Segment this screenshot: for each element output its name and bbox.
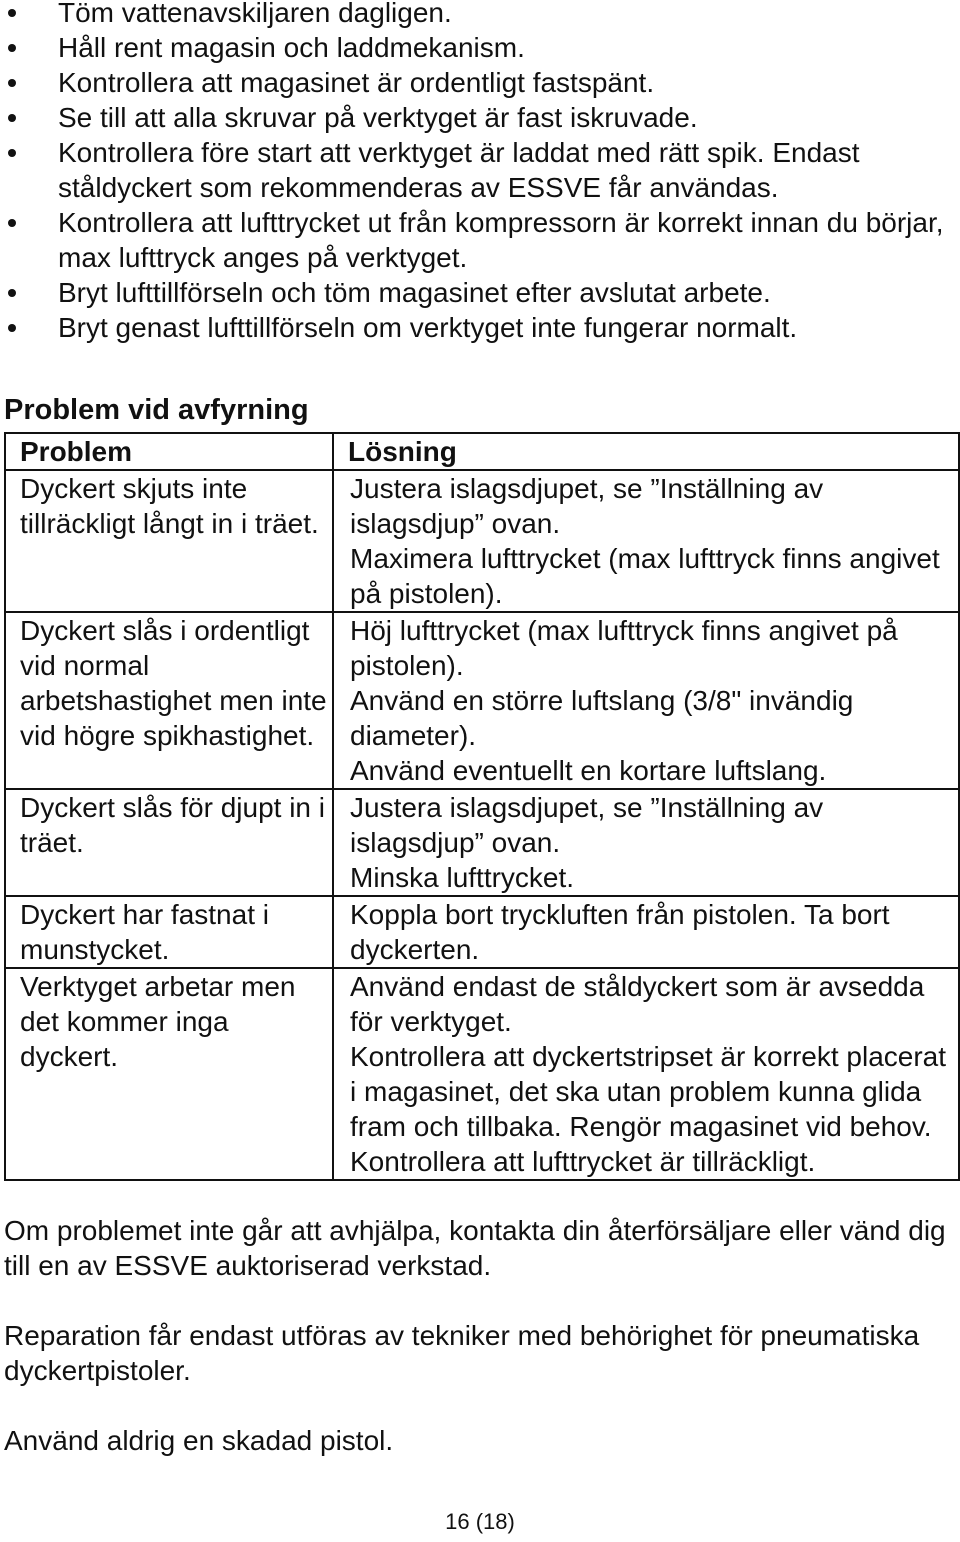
list-item: Se till att alla skruvar på verktyget är fast iskruvade.	[0, 100, 955, 135]
bullet-icon	[8, 79, 16, 87]
solution-line: Använd en större luftslang (3/8" invändig diameter).	[350, 685, 862, 751]
list-item: Kontrollera att lufttrycket ut från kompressorn är korrekt innan du börjar, max lufttryck anges på verktyget.	[0, 205, 955, 275]
solution-line: Justera islagsdjupet, se ”Inställning av islagsdjup” ovan.	[350, 473, 831, 539]
section-title: Problem vid avfyrning	[4, 394, 309, 426]
solution-line: Koppla bort tryckluften från pistolen. Ta bort dyckerten.	[350, 899, 898, 965]
repair-paragraph: Reparation får endast utföras av tekniker med behörighet för pneumatiska dyckertpistoler.	[4, 1320, 920, 1386]
list-item: Bryt lufttillförseln och töm magasinet efter avslutat arbete.	[0, 275, 955, 310]
solution-cell	[333, 612, 959, 789]
bullet-icon	[8, 9, 16, 17]
bullet-icon	[8, 44, 16, 52]
table-row	[5, 896, 959, 968]
header-problem: Problem	[5, 433, 333, 470]
list-item: Töm vattenavskiljaren dagligen.	[0, 0, 955, 30]
problem-cell: Dyckert slås för djupt in i träet.	[5, 789, 333, 896]
list-item: Bryt genast lufttillförseln om verktyget inte fungerar normalt.	[0, 310, 955, 345]
problem-cell: Dyckert har fastnat i munstycket.	[5, 896, 333, 968]
solution-line: Maximera lufttrycket (max lufttryck finns angivet på pistolen).	[350, 543, 948, 609]
contact-paragraph: Om problemet inte går att avhjälpa, kontakta din återförsäljare eller vänd dig till en av ESSVE auktoriserad verkstad.	[4, 1215, 946, 1281]
problem-cell: Dyckert slås i ordentligt vid normal arbetshastighet men inte vid högre spikhastighet.	[5, 612, 333, 789]
solution-line: Höj lufttrycket (max lufttryck finns angivet på pistolen).	[350, 615, 906, 681]
solution-cell	[333, 470, 959, 612]
bullet-icon	[8, 149, 16, 157]
table-row	[5, 470, 959, 612]
table-header-row	[5, 433, 959, 470]
solution-cell	[333, 789, 959, 896]
solution-line: Använd endast de ståldyckert som är avsedda för verktyget.	[350, 971, 933, 1037]
bullet-icon	[8, 289, 16, 297]
list-item: Håll rent magasin och laddmekanism.	[0, 30, 955, 65]
list-item: Kontrollera att magasinet är ordentligt fastspänt.	[0, 65, 955, 100]
warning-paragraph: Använd aldrig en skadad pistol.	[4, 1425, 394, 1456]
table-row	[5, 789, 959, 896]
maintenance-list	[0, 0, 955, 345]
solution-cell	[333, 968, 959, 1180]
problem-cell: Dyckert skjuts inte tillräckligt långt in i träet.	[5, 470, 333, 612]
header-solution: Lösning	[333, 433, 959, 470]
page-number: 16 (18)	[445, 1509, 515, 1534]
solution-line: Justera islagsdjupet, se ”Inställning av islagsdjup” ovan.	[350, 792, 831, 858]
table-row	[5, 612, 959, 789]
solution-line: Minska lufttrycket.	[350, 862, 575, 893]
table-row	[5, 968, 959, 1180]
bullet-icon	[8, 324, 16, 332]
solution-line: Använd eventuellt en kortare luftslang.	[350, 755, 827, 786]
solution-line: Kontrollera att dyckertstripset är korrekt placerat i magasinet, det ska utan problem kunna glida fram och tillbaka. Rengör magasinet vid behov.	[350, 1041, 954, 1142]
bullet-icon	[8, 114, 16, 122]
bullet-icon	[8, 219, 16, 227]
problem-cell: Verktyget arbetar men det kommer inga dyckert.	[5, 968, 333, 1180]
troubleshooting-table	[4, 432, 960, 1181]
solution-line: Kontrollera att lufttrycket är tillräckligt.	[350, 1146, 816, 1177]
solution-cell	[333, 896, 959, 968]
list-item: Kontrollera före start att verktyget är laddat med rätt spik. Endast ståldyckert som rekommenderas av ESSVE får användas.	[0, 135, 955, 205]
